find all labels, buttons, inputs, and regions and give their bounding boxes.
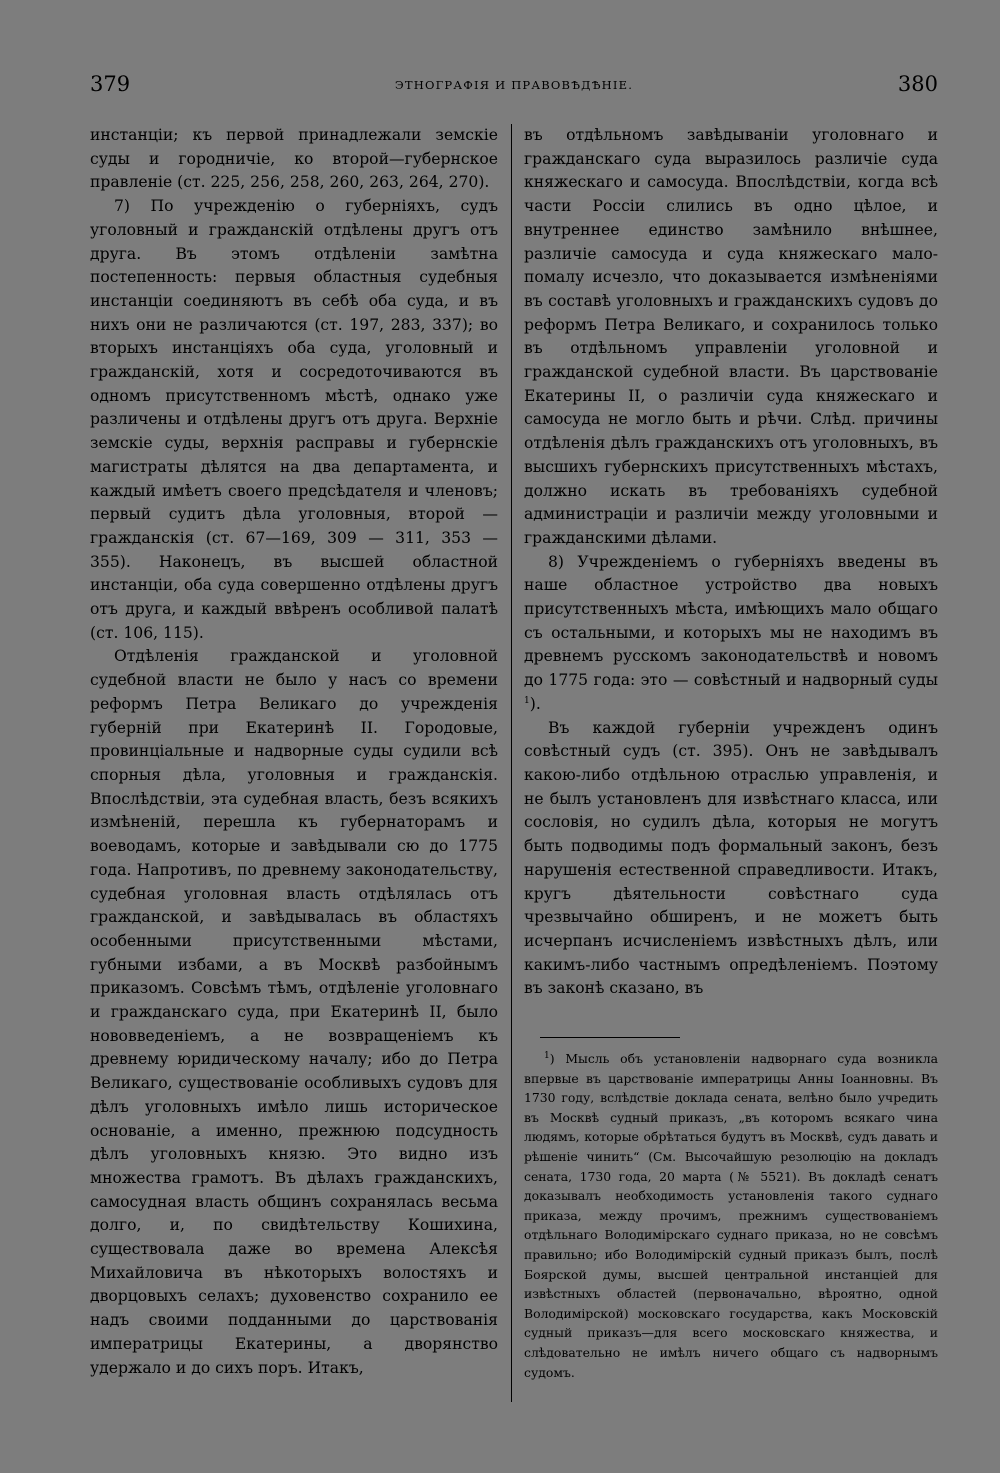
paragraph: инстанціи; къ первой принадлежали земскіе суды и городничіе, ко второй—губернское правленіе (ст. 225, 256, 258, 260, 263, 264, 270). (90, 126, 498, 192)
footnote-rule (540, 1037, 680, 1038)
paragraph: Отдѣленія гражданской и уголовной судебной власти не было у насъ со времени реформъ Петра Великаго до учрежденія губерній при Екатеринѣ II. Городовые, провинціальные и надворные суды судили всѣ спорныя дѣла, уголовныя и гражданскія. Впослѣдствіи, эта судебная власть, безъ всякихъ измѣненій, перешла къ губернаторамъ и воеводамъ, которые и завѣдывали сю до 1775 года. Напротивъ, по древнему законодательству, судебная уголовная власть отдѣлялась отъ гражданской, и завѣдывалась въ областяхъ особенными присутственными мѣстами, губными избами, а въ Москвѣ разбойнымъ приказомъ. Совсѣмъ тѣмъ, отдѣленіе уголовнаго и гражданскаго суда, при Екатеринѣ II, было нововведеніемъ, а не возвращеніемъ къ древнему юридическому началу; ибо до Петра Великаго, существованіе особливыхъ судовъ для дѣлъ уголовныхъ имѣло лишь историческое основаніе, а именно, прежнюю подсудность дѣлъ уголовныхъ князю. Это видно изъ множества грамотъ. Въ дѣлахъ гражданскихъ, самосудная власть общинъ сохранялась весьма долго, и, по свидѣтельству Кошихина, существовала даже во времена Алексѣя Михайловича въ нѣкоторыхъ волостяхъ и дворцовыхъ селахъ; духовенство сохранило ее надъ своими подданными до царствованія императрицы Екатерины, а дворянство удержало и до сихъ поръ. Итакъ, (90, 647, 498, 1377)
footnote-body: ) Мысль объ установленіи надворнаго суда возникла впервые въ царствованіе императрицы Анны Іоанновны. Въ 1730 году, вслѣдствіе доклада сената, велѣно было учредить въ Москвѣ судный приказъ, „въ которомъ всякаго чина людямъ, которые обрѣтаться будутъ въ Москвѣ, судъ давать и рѣшеніе чинить“ (См. Высочайшую резолюцію на докладъ сената, 1730 года, 20 марта (№ 5521). Въ докладѣ сенатъ доказывалъ необходимость установленія такого суднаго приказа, между прочимъ, прежнимъ существованіемъ отдѣльнаго Володимірскаго суднаго приказа, но не совсѣмъ правильно; ибо Володимірскій судный приказъ былъ, послѣ Боярской думы, высшей центральной инстанціей для извѣстныхъ областей (первоначально, вѣроятно, одной Володимірской) московскаго государства, какъ Московскій судный приказъ—для всего московскаго княжества, и слѣдовательно не имѣлъ ничего общаго съ надворнымъ судомъ. (524, 1051, 938, 1380)
footnote-reference[interactable]: 1 (524, 695, 530, 706)
footnote-marker: 1 (544, 1050, 550, 1061)
paragraph-text: 8) Учрежденіемъ о губерніяхъ введены въ наше областное устройство два новыхъ присутственныхъ мѣста, имѣющихъ мало общаго съ остальными, и которыхъ мы не находимъ въ древнемъ русскомъ законодательствѣ и новомъ до 1775 года: это — совѣстный и надворный суды (524, 552, 938, 690)
left-column (90, 124, 498, 1380)
paragraph (524, 551, 938, 717)
right-column (524, 124, 938, 1001)
column-divider (511, 124, 512, 1402)
paragraph-tail: ). (529, 694, 541, 713)
paragraph: въ отдѣльномъ завѣдываніи уголовнаго и гражданскаго суда выразилось различіе суда княжескаго и самосуда. Впослѣдствіи, когда всѣ части Россіи слились въ одно цѣлое, и внутреннее единство замѣнило внѣшнее, различіе самосуда и суда княжескаго мало-помалу исчезло, что доказывается измѣненіями въ составѣ уголовныхъ и гражданскихъ судовъ до реформъ Петра Великаго, и сохранилось только въ отдѣльномъ управленіи уголовной и гражданской судебной власти. Въ царствованіе Екатерины II, о различіи суда княжескаго и самосуда не могло быть и рѣчи. Слѣд. причины отдѣленія дѣлъ гражданскихъ отъ уголовныхъ, въ высшихъ губернскихъ присутственныхъ мѣстахъ, должно искать въ требованіяхъ судебной администраціи и различіи между уголовными и гражданскими дѣлами. (524, 126, 938, 547)
running-title: ЭТНОГРАФІЯ И ПРАВОВѢДѢНІЕ. (394, 78, 634, 92)
page-header (90, 72, 938, 102)
left-page-number: 379 (90, 72, 131, 96)
footnote (524, 1049, 938, 1382)
paragraph: Въ каждой губерніи учрежденъ одинъ совѣстный судъ (ст. 395). Онъ не завѣдывалъ какою-либо отдѣльною отраслью управленія, и не былъ установленъ для извѣстнаго класса, или сословія, но судилъ дѣла, которыя не могутъ быть подводимы подъ формальный законъ, безъ нарушенія естественной справедливости. Итакъ, кругъ дѣятельности совѣстнаго суда чрезвычайно обширенъ, и не можетъ быть исчерпанъ исчисленіемъ извѣстныхъ дѣлъ, или какимъ-либо частнымъ опредѣленіемъ. Поэтому въ законѣ сказано, въ (524, 718, 938, 998)
footnote-text (524, 1049, 938, 1382)
right-page-number: 380 (897, 72, 938, 96)
paragraph: 7) По учрежденію о губерніяхъ, судъ уголовный и гражданскій отдѣлены другъ отъ друга. Въ этомъ отдѣленіи замѣтна постепенность: первыя областныя судебныя инстанціи соединяютъ въ себѣ оба суда, и въ нихъ они не различаются (ст. 197, 283, 337); во вторыхъ инстанціяхъ оба суда, уголовный и гражданскій, хотя и сосредоточиваются въ одномъ присутственномъ мѣстѣ, однако уже различены и отдѣлены другъ отъ друга. Верхніе земскіе суды, верхнія расправы и губернскіе магистраты дѣлятся на два департамента, и каждый имѣетъ своего предсѣдателя и членовъ; первый судитъ дѣла уголовныя, второй — гражданскія (ст. 67—169, 309 — 311, 353 — 355). Наконецъ, въ высшей областной инстанціи, оба суда совершенно отдѣлены другъ отъ друга, и каждый ввѣренъ особливой палатѣ (ст. 106, 115). (90, 197, 498, 642)
